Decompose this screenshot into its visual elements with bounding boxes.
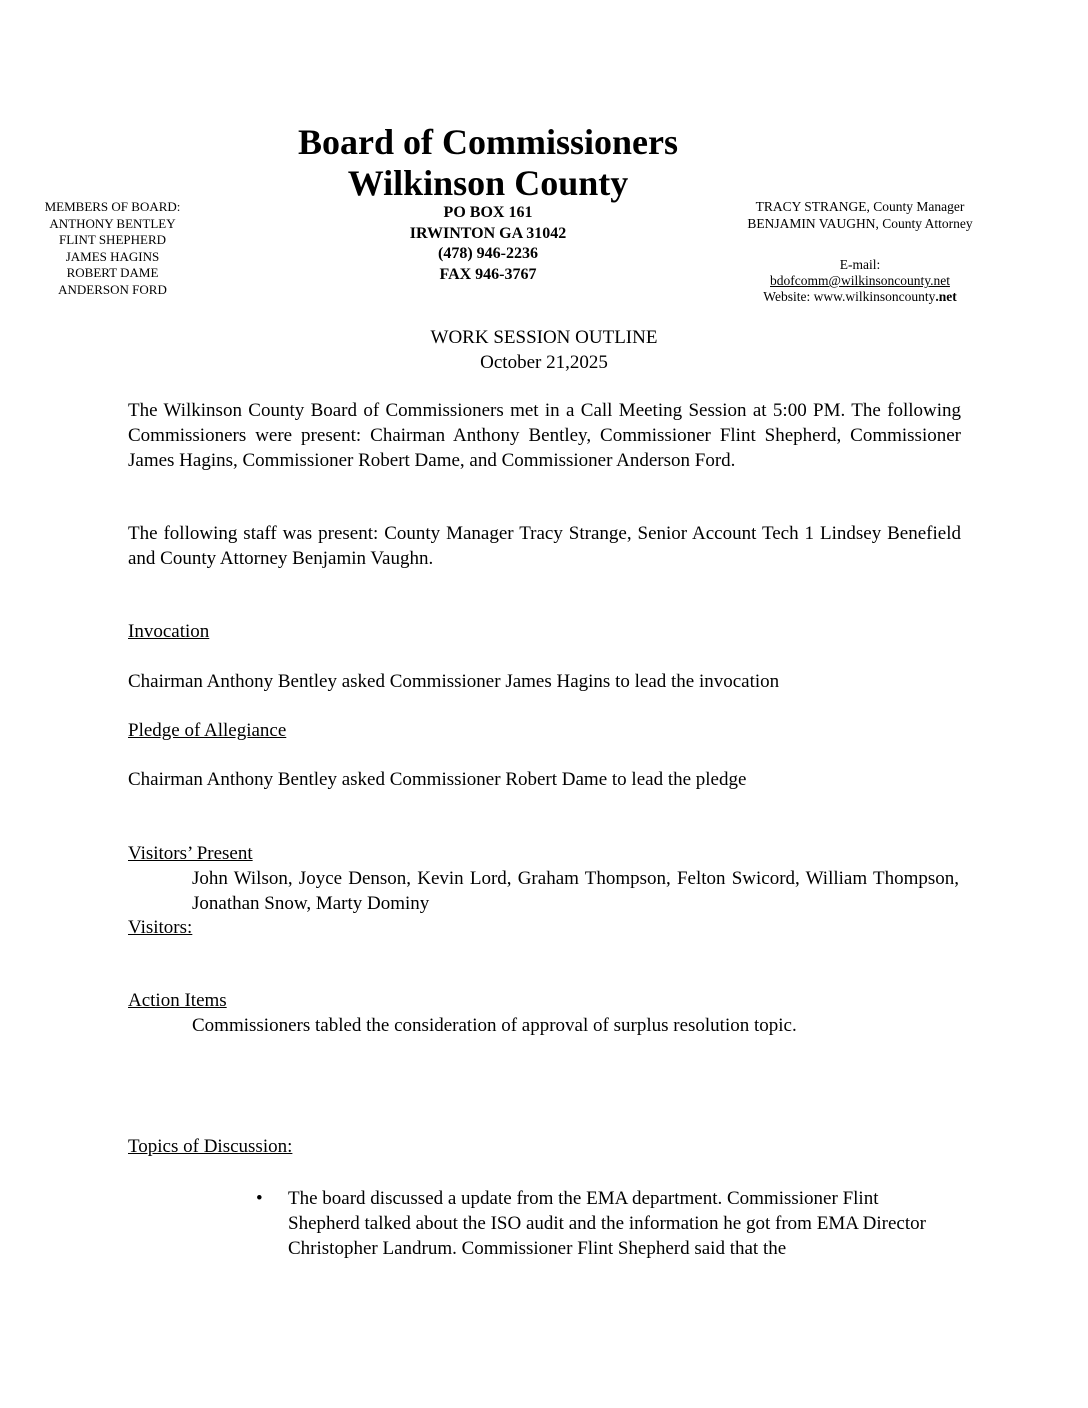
address-po-box: PO BOX 161 <box>443 204 533 221</box>
intro-paragraph: The Wilkinson County Board of Commissioners met in a Call Meeting Session at 5:00 PM. The following Commissioners were present: Chairman Anthony Bentley, Commissioner Flint Shepherd, Commissioner James Hagins, Commissioner Robert Dame, and Commissioner Anderson Ford. <box>128 400 961 471</box>
invocation-text: Chairman Anthony Bentley asked Commissioner James Hagins to lead the invocation <box>128 671 780 692</box>
bullet-icon: • <box>256 1188 263 1209</box>
website-line <box>720 289 1000 305</box>
invocation-heading: Invocation <box>128 621 210 642</box>
member-name: ANDERSON FORD <box>58 281 167 297</box>
title-county: Wilkinson County <box>347 163 629 203</box>
topic-item: The board discussed a update from the EMA department. Commissioner Flint Shepherd talked about the ISO audit and the information he got from EMA Director Christopher Landrum. Commissioner Flint Shepherd said that the <box>288 1188 926 1259</box>
pledge-text: Chairman Anthony Bentley asked Commissioner Robert Dame to lead the pledge <box>128 769 747 790</box>
website-label: Website: www.wilkinsoncounty <box>763 289 936 304</box>
address-city: IRWINTON GA 31042 <box>409 224 567 242</box>
address-fax: FAX 946-3767 <box>439 265 537 283</box>
members-block <box>20 199 205 299</box>
contact-block <box>720 257 1000 305</box>
email-link[interactable]: bdofcomm@wilkinsoncounty.net <box>770 273 950 288</box>
outline-title: WORK SESSION OUTLINE <box>430 327 658 348</box>
topics-heading: Topics of Discussion: <box>128 1136 293 1157</box>
action-items-text: Commissioners tabled the consideration of approval of surplus resolution topic. <box>192 1015 797 1036</box>
title-board: Board of Commissioners <box>298 122 678 162</box>
member-name: ANTHONY BENTLEY <box>49 215 176 231</box>
visitors-present-heading: Visitors’ Present <box>128 843 253 864</box>
action-items-heading: Action Items <box>128 990 227 1011</box>
address-phone: (478) 946-2236 <box>438 245 538 262</box>
staff-block <box>720 199 1000 232</box>
member-name: FLINT SHEPHERD <box>58 232 167 248</box>
visitors-heading: Visitors: <box>128 917 193 938</box>
staff-manager: TRACY STRANGE, County Manager <box>755 199 965 214</box>
member-name: JAMES HAGINS <box>65 248 160 264</box>
staff-paragraph: The following staff was present: County Manager Tracy Strange, Senior Account Tech 1 Lindsey Benefield and County Attorney Benjamin Vaughn. <box>128 523 961 569</box>
outline-date: October 21,2025 <box>480 352 608 373</box>
website-suffix: .net <box>935 289 957 304</box>
member-name: ROBERT DAME <box>66 265 159 281</box>
staff-attorney: BENJAMIN VAUGHN, County Attorney <box>747 215 973 231</box>
pledge-heading: Pledge of Allegiance <box>128 720 287 741</box>
email-label: E-mail: <box>839 257 881 272</box>
members-label: MEMBERS OF BOARD: <box>44 199 181 214</box>
visitors-present-text: John Wilson, Joyce Denson, Kevin Lord, Graham Thompson, Felton Swicord, William Thompson, Jonathan Snow, Marty Dominy <box>192 868 959 914</box>
